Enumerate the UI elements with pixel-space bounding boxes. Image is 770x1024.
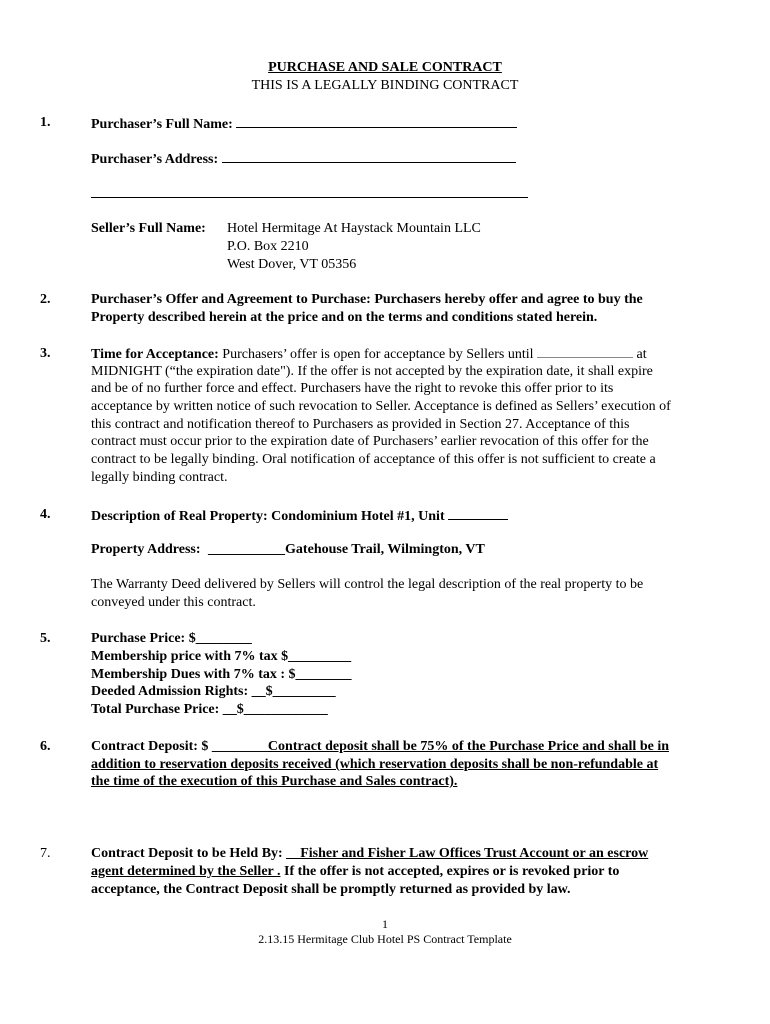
section-3-line1-end: at [636, 347, 647, 362]
real-property-row [91, 506, 508, 526]
real-property-label: Description of Real Property: Condominium Hotel #1, Unit [91, 509, 445, 524]
section-2-line1: Purchaser’s Offer and Agreement to Purchase: Purchasers hereby offer and agree to buy the [91, 292, 643, 307]
page-number: 1 [382, 917, 388, 931]
deposit-held-label: Contract Deposit to be Held By: [91, 846, 283, 861]
acceptance-date-field[interactable] [537, 345, 633, 358]
section-3-line6: contract must occur prior to the expiration date of Purchasers’ earlier revocation of this offer for the [91, 434, 649, 449]
section-3-number: 3. [40, 346, 51, 361]
section-1-number: 1. [40, 115, 51, 130]
warranty-deed-line2: conveyed under this contract. [91, 595, 256, 610]
contract-deposit-label: Contract Deposit: $ [91, 739, 209, 754]
section-3-line1 [91, 345, 647, 364]
purchaser-address-field[interactable] [222, 149, 516, 163]
purchaser-address-row [91, 149, 516, 169]
property-address-blank[interactable]: ___________ [208, 542, 286, 557]
purchaser-name-label: Purchaser’s Full Name: [91, 117, 233, 132]
section-2-line2: Property described herein at the price and on the terms and conditions stated herein. [91, 310, 598, 325]
section-5-number: 5. [40, 631, 51, 646]
membership-dues-line[interactable]: Membership Dues with 7% tax : $________ [91, 667, 352, 682]
purchaser-name-row [91, 114, 517, 134]
section-3-line1-text: Purchasers’ offer is open for acceptance by Sellers until [222, 347, 534, 362]
seller-address-line2: West Dover, VT 05356 [227, 257, 357, 272]
template-name-footer: 2.13.15 Hermitage Club Hotel PS Contract Template [258, 932, 512, 946]
contract-title: PURCHASE AND SALE CONTRACT [268, 60, 502, 75]
section-3-line5: this contract and notification thereof to Purchasers as provided in Section 27. Acceptance of this [91, 417, 630, 432]
seller-address-line1: P.O. Box 2210 [227, 239, 309, 254]
section-3-line8: legally binding contract. [91, 470, 228, 485]
seller-escrow-agent-text: agent determined by the Seller . [91, 864, 281, 879]
property-address-label: Property Address: [91, 542, 201, 557]
purchaser-name-field[interactable] [236, 114, 517, 128]
section-6-number: 6. [40, 739, 51, 754]
seller-name-label: Seller’s Full Name: [91, 221, 206, 236]
contract-subtitle: THIS IS A LEGALLY BINDING CONTRACT [251, 78, 519, 93]
total-purchase-price-line[interactable]: Total Purchase Price: __$____________ [91, 702, 328, 717]
deposit-holder-value: __Fisher and Fisher Law Offices Trust Account or an escrow [286, 846, 649, 861]
contract-deposit-field[interactable]: ________ [211, 739, 268, 754]
section-3-line7: contract to be legally binding. Oral notification of acceptance of this offer is not sufficient to create a [91, 452, 656, 467]
contract-deposit-row [91, 738, 669, 756]
section-4-number: 4. [40, 507, 51, 522]
section-7-line2 [91, 863, 619, 881]
seller-name: Hotel Hermitage At Haystack Mountain LLC [227, 221, 481, 236]
time-for-acceptance-label: Time for Acceptance: [91, 347, 219, 362]
purchaser-address-field-line2[interactable] [91, 184, 528, 198]
purchase-price-line[interactable]: Purchase Price: $________ [91, 631, 252, 646]
section-6-line3: the time of the execution of this Purchase and Sales contract). [91, 774, 458, 789]
section-6-line2: addition to reservation deposits received (which reservation deposits shall be non-refundable at [91, 757, 659, 772]
section-6-line1-rest: Contract deposit shall be 75% of the Purchase Price and shall be in [267, 739, 669, 754]
section-2-number: 2. [40, 292, 51, 307]
property-address-row [91, 541, 485, 559]
section-3-line3: and be of no further force and effect. Purchasers have the right to revoke this offer prior to its [91, 381, 614, 396]
section-7-line3: acceptance, the Contract Deposit shall be promptly returned as provided by law. [91, 882, 571, 897]
section-7-number: 7. [40, 846, 51, 861]
section-3-line4: acceptance by written notice of such revocation to Seller. Acceptance is defined as Sellers’ execution of [91, 399, 671, 414]
deposit-held-row [91, 845, 648, 863]
purchaser-address-line2-row [91, 184, 528, 204]
property-address-value: Gatehouse Trail, Wilmington, VT [285, 542, 485, 557]
unit-number-field[interactable] [448, 506, 508, 520]
section-7-line2-rest: If the offer is not accepted, expires or is revoked prior to [280, 864, 620, 879]
section-3-line2: MIDNIGHT (“the expiration date"). If the offer is not accepted by the expiration date, it shall expire [91, 364, 653, 379]
deeded-admission-rights-line[interactable]: Deeded Admission Rights: __$_________ [91, 684, 336, 699]
membership-price-line[interactable]: Membership price with 7% tax $_________ [91, 649, 352, 664]
warranty-deed-line1: The Warranty Deed delivered by Sellers will control the legal description of the real property to be [91, 577, 644, 592]
purchaser-address-label: Purchaser’s Address: [91, 152, 219, 167]
